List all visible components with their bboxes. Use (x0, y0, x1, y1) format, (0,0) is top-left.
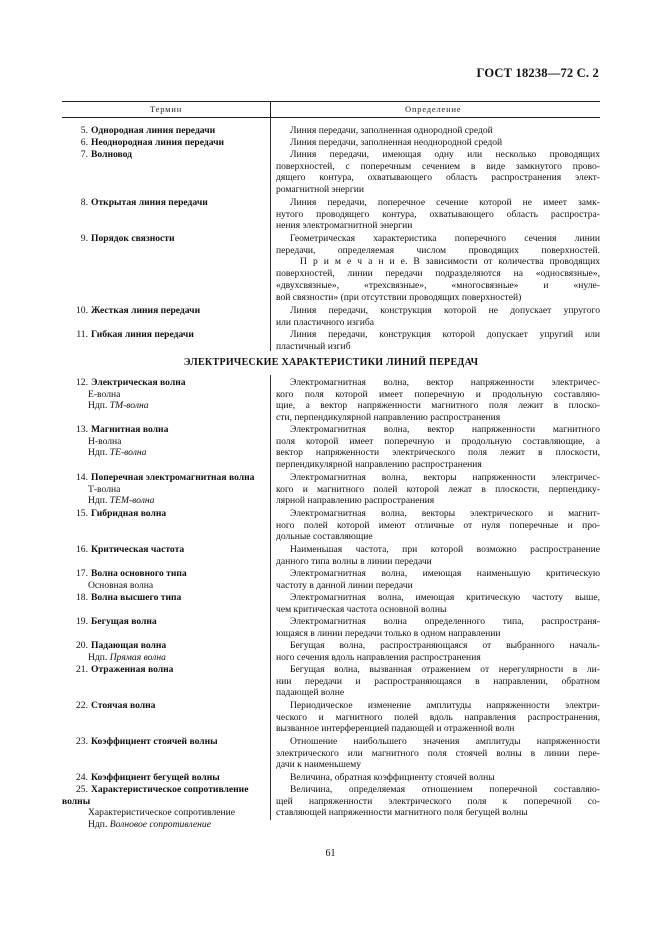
term-number: 11. (76, 329, 88, 340)
term-cell (62, 472, 267, 507)
definition-line: лярной направлению распространения (276, 495, 435, 507)
definition-line: вектор напряженности электрического поля лежит в плоскости, (276, 447, 600, 459)
definition-cell (276, 125, 600, 137)
term-deprecated (62, 495, 267, 507)
section-title: ЭЛЕКТРИЧЕСКИЕ ХАРАКТЕРИСТИКИ ЛИНИЙ ПЕРЕДАЧ (183, 357, 479, 368)
deprecated-label: Ндп. (88, 447, 108, 459)
term-cell (62, 544, 267, 556)
definition-line: чем критическая частота основной волны (276, 603, 447, 615)
term-number: 13. (76, 424, 88, 435)
definition-line: нии передачи и распространяющаяся в направлении, обратном (276, 675, 600, 687)
definition-line: электрического или магнитного поля стоячей волны в линии пере- (276, 747, 600, 759)
term-synonym: Н-волна (88, 435, 122, 447)
term-cell (62, 700, 267, 712)
term-number: 25. (76, 784, 88, 795)
term-number: 12. (76, 377, 88, 388)
term-number: 23. (76, 736, 88, 747)
term-deprecated (62, 819, 267, 831)
definition-line: кого поля которой имеет поперечную и продольную составляю- (276, 388, 600, 400)
term-name: Волна основного типа (91, 568, 187, 579)
term-cell (62, 125, 267, 137)
deprecated-term: ТМ-волна (109, 400, 149, 412)
term-cell (62, 736, 267, 748)
term-number: 6. (80, 137, 88, 148)
definition-line: Электромагнитная волна, вектор напряженности электричес- (290, 377, 600, 388)
definition-line: дящего контура, охватывающего область распространения элект- (276, 172, 600, 184)
deprecated-term: Прямая волна (109, 651, 166, 663)
definition-cell (276, 772, 600, 784)
definition-line: П р и м е ч а н и е. В зависимости от количества проводящих (300, 256, 600, 268)
term-name: Стоячая волна (91, 700, 156, 711)
deprecated-label: Ндп. (88, 400, 108, 412)
term-name: Магнитная волна (91, 424, 169, 435)
term-name: Отраженная волна (91, 664, 174, 675)
definition-line: щей напряженности электрического поля к поперечной со- (276, 795, 600, 807)
definition-line: Бегущая волна, вызванная отражением от нерегулярности в ли- (290, 664, 600, 675)
term-number: 24. (76, 772, 88, 783)
term-name: Волновод (91, 149, 133, 160)
term-name: Электрическая волна (91, 377, 186, 388)
term-synonym: Т-волна (88, 483, 121, 495)
definition-cell (276, 137, 600, 149)
definition-line: Геометрическая характеристика поперечного сечения линии (290, 233, 600, 244)
deprecated-label: Ндп. (88, 651, 108, 663)
definition-cell (276, 329, 600, 352)
table-header-rule (62, 117, 600, 118)
term-name: Бегущая волна (91, 616, 157, 627)
term-cell (62, 377, 267, 412)
term-cell (62, 197, 267, 209)
definition-line: Отношение наибольшего значения амплитуды напряженности (290, 736, 600, 747)
term-number: 18. (76, 592, 88, 603)
term-name: Гибридная волна (91, 508, 167, 519)
definition-cell (276, 700, 600, 735)
definition-cell (276, 664, 600, 699)
column-header-term: Термин (150, 104, 183, 114)
definition-line: ного полей которой имеют отличные от нуля поперечные и про- (276, 519, 600, 531)
definition-cell (276, 305, 600, 328)
term-name: Коэффициент стоячей волны (91, 736, 218, 747)
term-cell (62, 772, 267, 784)
definition-line: вызванное интерференцией падающей и отраженной волн (276, 723, 515, 735)
term-name: Неоднородная линия передачи (91, 137, 225, 148)
definition-line: нутого проводящего контура, охватывающего область распростра- (276, 208, 600, 220)
definition-line: или пластичного изгиба (276, 316, 374, 328)
term-name: Волна высшего типа (91, 592, 182, 603)
definition-line: Линия передачи, конструкция которой не допускает упругого (290, 305, 600, 316)
term-name: Падающая волна (91, 640, 167, 651)
term-synonym: Характеристическое сопротивление (88, 807, 236, 819)
table-top-rule (62, 101, 600, 102)
definition-cell (276, 784, 600, 819)
term-number: 9. (80, 233, 88, 244)
definition-cell (276, 568, 600, 591)
definition-line: Линия передачи, имеющая одну или несколько проводящих (290, 149, 600, 160)
definition-line: ромагнитной энергии (276, 184, 365, 196)
term-synonym: Основная волна (88, 579, 154, 591)
term-cell (62, 784, 267, 831)
definition-line: Линия передачи, заполненная однородной средой (290, 125, 493, 136)
column-divider-lower (270, 375, 271, 820)
definition-line: Величина, обратная коэффициенту стоячей волны (290, 772, 495, 783)
column-header-divider (270, 101, 271, 118)
term-number: 7. (80, 149, 88, 160)
term-cell (62, 424, 267, 459)
definition-cell (276, 233, 600, 303)
term-cell (62, 305, 267, 317)
definition-line: Электромагнитная волна, имеющая наименьшую критическую (290, 568, 600, 579)
document-header: ГОСТ 18238—72 С. 2 (476, 66, 599, 80)
term-number: 22. (76, 700, 88, 711)
definition-line: ставляющей напряженности магнитного поля бегущей волны (276, 807, 528, 819)
term-cell (62, 508, 267, 520)
definition-line: поверхностей, линии передачи подразделяются на «односвязные», (276, 268, 600, 280)
term-name: Критическая частота (91, 544, 185, 555)
term-cell (62, 329, 267, 341)
definition-line: нения электромагнитной энергии (276, 220, 413, 232)
term-number: 16. (76, 544, 88, 555)
term-number: 10. (76, 305, 88, 316)
definition-cell (276, 424, 600, 471)
term-number: 17. (76, 568, 88, 579)
term-cell (62, 592, 267, 604)
definition-line: ного сечения вдоль направления распространения (276, 651, 481, 663)
definition-line: щие, а вектор напряженности магнитного поля лежит в плоско- (276, 400, 600, 412)
page-number: 61 (325, 848, 336, 859)
definition-line: Линия передачи, заполненная неоднородной средой (290, 137, 503, 148)
term-name: Жесткая линия передачи (91, 305, 201, 316)
definition-line: Бегущая волна, распространяющаяся от выбранного началь- (290, 640, 600, 651)
term-cell (62, 640, 267, 663)
term-name: Открытая линия передачи (91, 197, 208, 208)
deprecated-label: Ндп. (88, 819, 108, 831)
term-number: 19. (76, 616, 88, 627)
term-deprecated (62, 400, 267, 412)
definition-line: вой связности» (при отсутствии проводящих поверхностей) (276, 291, 522, 303)
term-number: 14. (76, 472, 88, 483)
definition-line: Электромагнитная волна определенного типа, распространя- (290, 616, 600, 627)
definition-line: Электромагнитная волна, векторы напряженности электричес- (290, 472, 600, 483)
definition-line: частоту в данной линии передачи (276, 579, 413, 591)
term-name: Однородная линия передачи (91, 125, 216, 136)
deprecated-label: Ндп. (88, 495, 108, 507)
definition-line: пластичный изгиб (276, 340, 351, 352)
definition-line: Электромагнитная волна, вектор напряженности магнитного (290, 424, 600, 435)
definition-cell (276, 377, 600, 424)
definition-line: падающей волне (276, 687, 345, 699)
term-number: 15. (76, 508, 88, 519)
definition-cell (276, 472, 600, 507)
term-name: Поперечная электромагнитная волна (91, 472, 255, 483)
definition-cell (276, 616, 600, 639)
term-number: 20. (76, 640, 88, 651)
definition-cell (276, 149, 600, 196)
definition-cell (276, 736, 600, 771)
definition-line: данного типа волны в линии передачи (276, 555, 432, 567)
term-deprecated (62, 652, 267, 664)
term-cell (62, 137, 267, 149)
definition-line: Электромагнитная волна, векторы электрического и магнит- (290, 508, 600, 519)
term-number: 5. (80, 125, 88, 136)
definition-line: сти, перпендикулярной направлению распространения (276, 412, 501, 424)
definition-line: передачи, определяемая числом проводящих поверхностей. (276, 244, 600, 256)
definition-line: перпендикулярной направлению распространения (276, 459, 482, 471)
definition-cell (276, 592, 600, 615)
definition-line: Периодическое изменение амплитуды напряженности электри- (290, 700, 600, 711)
term-name: Порядок связности (91, 233, 175, 244)
definition-cell (276, 197, 600, 232)
term-cell (62, 233, 267, 245)
column-divider-upper (270, 118, 271, 351)
definition-line: кого и магнитного полей которой лежат в плоскости, перпендику- (276, 483, 600, 495)
definition-line: Линия передачи, конструкция которой допускает упругий или (290, 329, 600, 340)
definition-line: Линия передачи, поперечное сечение которой не имеет замк- (290, 197, 600, 208)
term-cell (62, 664, 267, 676)
definition-line: ческого и магнитного полей вдоль направления распространения, (276, 711, 600, 723)
definition-cell (276, 640, 600, 663)
deprecated-term: ТЕ-волна (109, 447, 147, 459)
definition-line: дольные составляющие (276, 531, 373, 543)
definition-cell (276, 508, 600, 543)
definition-line: ющаяся в линии передачи только в одном направлении (276, 627, 501, 639)
definition-line: Наименьшая частота, при которой возможно распространение (290, 544, 600, 555)
definition-cell (276, 544, 600, 567)
term-name: Коэффициент бегущей волны (91, 772, 220, 783)
term-cell (62, 568, 267, 591)
column-header-definition: Определение (405, 104, 462, 114)
term-number: 21. (76, 664, 88, 675)
definition-line: «двухсвязные», «трехсвязные», «многосвязные» и «нуле- (276, 279, 600, 291)
definition-line: дачи к наименьшему (276, 759, 362, 771)
term-cell (62, 616, 267, 628)
term-number: 8. (80, 197, 88, 208)
term-name: Гибкая линия передачи (91, 329, 194, 340)
term-synonym: Е-волна (88, 388, 121, 400)
definition-line: поверхностей, с поперечным сечением в виде замкнутого прово- (276, 160, 600, 172)
deprecated-term: ТЕМ-волна (109, 495, 155, 507)
term-name: Характеристическое сопротивление волны (62, 784, 249, 807)
definition-line: Величина, определяемая отношением поперечной составляю- (290, 784, 600, 795)
deprecated-term: Волновое сопротивление (109, 819, 211, 831)
definition-line: поля которой имеет поперечную и продольную составляющие, а (276, 435, 600, 447)
term-deprecated (62, 447, 267, 459)
definition-line: Электромагнитная волна, имеющая критическую частоту выше, (290, 592, 600, 603)
term-cell (62, 149, 267, 161)
